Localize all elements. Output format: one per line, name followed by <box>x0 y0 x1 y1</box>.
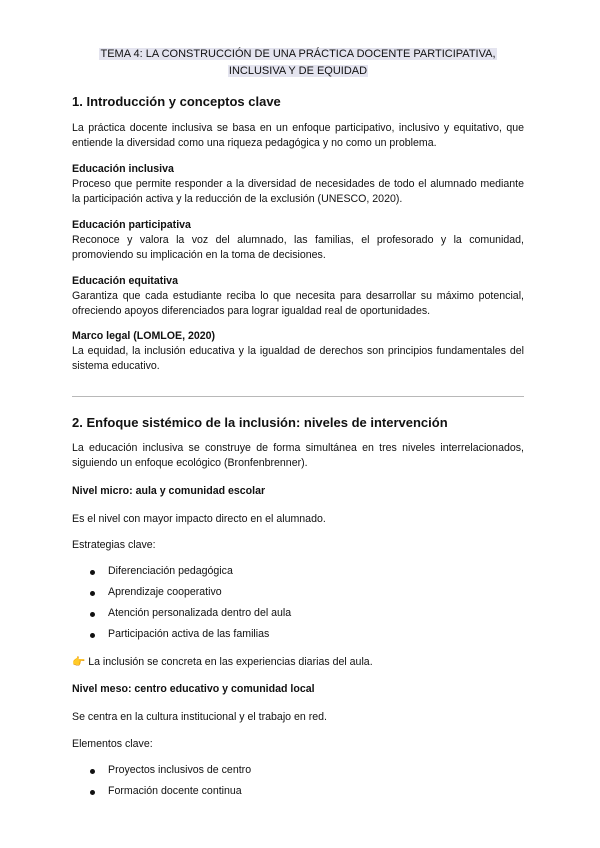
bullet-icon <box>90 769 95 774</box>
section-divider <box>72 396 524 397</box>
section-2-heading: 2. Enfoque sistémico de la inclusión: niveles de intervención <box>72 415 448 430</box>
concept-term: Educación participativa <box>72 219 191 231</box>
concept-text: Garantiza que cada estudiante reciba lo que necesita para desarrollar su máximo potencial, ofreciendo apoyos diferenciados para lograr igualdad real de oportunidades. <box>72 290 524 317</box>
meso-list-label: Elementos clave: <box>72 738 153 750</box>
section-1-heading: 1. Introducción y conceptos clave <box>72 94 281 109</box>
concept-term: Educación equitativa <box>72 275 178 287</box>
bullet-icon <box>90 633 95 638</box>
bullet-icon <box>90 612 95 617</box>
micro-note: 👉 La inclusión se concreta en las experiencias diarias del aula. <box>72 656 373 668</box>
concept-text: Proceso que permite responder a la diversidad de necesidades de todo el alumnado mediante la participación activa y la reducción de la exclusión (UNESCO, 2020). <box>72 178 524 205</box>
concept-term: Educación inclusiva <box>72 163 174 175</box>
micro-desc: Es el nivel con mayor impacto directo en el alumnado. <box>72 513 326 525</box>
bullet-icon <box>90 591 95 596</box>
micro-list-label: Estrategias clave: <box>72 539 156 551</box>
concept-text: La equidad, la inclusión educativa y la igualdad de derechos son principios fundamentales del sistema educativo. <box>72 345 524 372</box>
section-1-intro: La práctica docente inclusiva se basa en un enfoque participativo, inclusivo y equitativo, que entiende la diversidad como una riqueza pedagógica y no como un problema. <box>72 122 524 149</box>
micro-heading: Nivel micro: aula y comunidad escolar <box>72 485 266 497</box>
meso-heading: Nivel meso: centro educativo y comunidad local <box>72 683 315 695</box>
title-line-1: TEMA 4: LA CONSTRUCCIÓN DE UNA PRÁCTICA DOCENTE PARTICIPATIVA, <box>100 48 496 60</box>
concept-term: Marco legal (LOMLOE, 2020) <box>72 330 216 342</box>
bullet-icon <box>90 790 95 795</box>
pointing-hand-icon: 👉 <box>72 656 86 668</box>
bullet-icon <box>90 570 95 575</box>
meso-desc: Se centra en la cultura institucional y el trabajo en red. <box>72 711 327 723</box>
section-2-intro: La educación inclusiva se construye de forma simultánea en tres niveles interrelacionados, siguiendo un enfoque ecológico (Bronfenbrenner). <box>72 442 524 469</box>
document-title <box>72 46 524 80</box>
concept-text: Reconoce y valora la voz del alumnado, las familias, el profesorado y la comunidad, promoviendo su implicación en la toma de decisiones. <box>72 234 524 261</box>
title-line-2: INCLUSIVA Y DE EQUIDAD <box>228 65 368 77</box>
